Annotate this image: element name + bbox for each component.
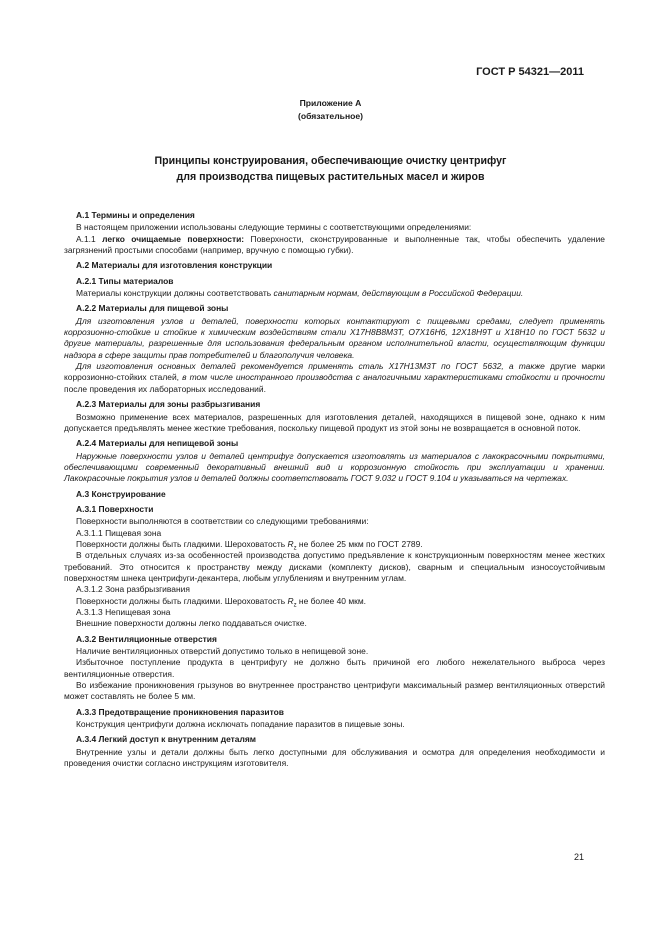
- text-run: А.2 Материалы для изготовления конструкции: [76, 260, 273, 271]
- paragraph: [64, 646, 605, 657]
- text-run: А.3.4 Легкий доступ к внутренним деталям: [76, 734, 257, 745]
- section-heading: [64, 276, 605, 287]
- section-heading: [64, 399, 605, 410]
- paragraph: [64, 596, 605, 607]
- section-heading: [64, 504, 605, 515]
- document-body: [64, 206, 605, 769]
- paragraph: [64, 584, 605, 595]
- paragraph: [64, 539, 605, 550]
- text-run: А.1.1: [76, 233, 103, 244]
- paragraph: [64, 316, 605, 361]
- text-run: А.3.3 Предотвращение проникновения паразитов: [76, 706, 284, 717]
- text-run: Материалы конструкции должны соответствовать: [76, 288, 274, 299]
- text-run: А.1 Термины и определения: [76, 210, 195, 220]
- text-run: после проведения их лабораторных исследований.: [64, 383, 266, 394]
- text-run: z: [293, 545, 297, 552]
- paragraph: [64, 607, 605, 618]
- section-heading: [64, 734, 605, 745]
- paragraph: [64, 288, 605, 299]
- text-run: Для изготовления основных деталей рекомендуется применять сталь Х17Н13М3Т по ГОСТ 5632, а также: [76, 361, 551, 372]
- paragraph: [64, 451, 605, 485]
- text-run: А.3.1.2 Зона разбрызгивания: [76, 584, 190, 595]
- text-run: Поверхности, сконструированные и выполненные так, чтобы обеспечить удаление загрязнений простыми способами (например, вручную с помощью губки).: [64, 233, 605, 256]
- section-heading: [64, 634, 605, 645]
- section-heading: [64, 303, 605, 314]
- text-run: А.2.1 Типы материалов: [76, 275, 174, 286]
- text-run: Избыточное поступление продукта в центрифугу не должно быть причиной его любого нежелательного выброса через вентиляционные отверстия.: [64, 657, 605, 679]
- paragraph: [64, 412, 605, 435]
- text-run: легко очищаемые поверхности:: [102, 233, 245, 244]
- page-title: [0, 153, 661, 185]
- section-heading: [64, 260, 605, 271]
- appendix-label: Приложение А: [299, 98, 362, 108]
- text-run: Конструкция центрифуги должна исключать попадание паразитов в пищевые зоны.: [76, 719, 405, 730]
- text-run: А.3.2 Вентиляционные отверстия: [76, 633, 217, 644]
- text-run: в том числе иностранного производства с аналогичными характеристиками стойкости и прочности: [182, 372, 605, 383]
- section-heading: [64, 438, 605, 449]
- appendix-heading: [0, 97, 661, 123]
- text-run: Поверхности должны быть гладкими. Шероховатость: [76, 595, 288, 606]
- text-run: другие марки коррозионно-стойких сталей,: [64, 361, 605, 383]
- text-run: Наружные поверхности узлов и деталей центрифуг допускается изготовлять из материалов с лакокрасочными покрытиями, обеспечивающими современный декоративный внешний вид и коррозионную стойкость при эксплуатации и хранении. Лакокрасочные покрытия узлов и деталей должны соответствовать ГОСТ 9.032 и ГОСТ 9.104 и указываться на чертежах.: [64, 450, 605, 484]
- text-run: Возможно применение всех материалов, разрешенных для изготовления деталей, находящихся в пищевой зоне, однако к ним допускается предъявлять менее жесткие требования, поскольку пищевой продукт из этой зоны не возвращается в основной поток.: [64, 411, 605, 433]
- text-run: А.3.1 Поверхности: [76, 503, 154, 514]
- text-run: Для изготовления узлов и деталей, поверхности которых контактируют с пищевыми средами, следует применять коррозионно-стойкие и стойкие к химическим воздействиям стали Х17Н8В8М3Т, О7Х16Н6, 12Х18Н9Т и Х18Н10 по ГОСТ 5632 и другие материалы, разрешенные для использования федеральным органом исполнительной власти, осуществляющим функции надзора в сфере защиты прав потребителей и благополучия человека.: [64, 315, 605, 360]
- paragraph: [64, 719, 605, 730]
- text-run: А.2.3 Материалы для зоны разбрызгивания: [76, 399, 261, 410]
- title-line-1: Принципы конструирования, обеспечивающие очистку центрифуг: [154, 155, 507, 167]
- paragraph: [64, 680, 605, 703]
- text-run: не более 25 мкм по ГОСТ 2789.: [296, 538, 423, 549]
- paragraph: [64, 234, 605, 257]
- text-run: А.2.4 Материалы для непищевой зоны: [76, 438, 239, 449]
- text-run: z: [293, 602, 297, 609]
- text-run: R: [287, 595, 294, 606]
- text-run: В настоящем приложении использованы следующие термины с соответствующими определениями:: [76, 222, 472, 233]
- appendix-status: (обязательное): [297, 111, 364, 121]
- text-run: не более 40 мкм.: [296, 595, 366, 606]
- paragraph: [64, 516, 605, 527]
- text-run: А.3.1.3 Непищевая зона: [76, 607, 171, 617]
- text-run: Внешние поверхности должны легко поддаваться очистке.: [76, 618, 307, 629]
- paragraph: [64, 618, 605, 629]
- text-run: Наличие вентиляционных отверстий допустимо только в непищевой зоне.: [76, 646, 369, 657]
- text-run: R: [287, 538, 294, 549]
- title-line-2: для производства пищевых растительных масел и жиров: [176, 171, 485, 183]
- page-number: 21: [573, 852, 584, 862]
- section-heading: [64, 489, 605, 500]
- text-run: санитарным нормам, действующим в Российской Федерации.: [273, 288, 524, 299]
- paragraph: [64, 657, 605, 680]
- text-run: А.2.2 Материалы для пищевой зоны: [76, 303, 229, 314]
- text-run: В отдельных случаях из-за особенностей производства допустимо предъявление к конструкционным поверхностям менее жестких требований. Это относится к пространству между дисками (комплекту дисков), сварным и специальным износоустойчивым поверхностям шнека центрифуги-декантера, любым углублениям и внутренним углам.: [64, 550, 605, 583]
- paragraph: [64, 222, 605, 233]
- paragraph: [64, 361, 605, 395]
- paragraph: [64, 550, 605, 584]
- text-run: Внутренние узлы и детали должны быть легко доступными для обслуживания и осмотра для определения необходимости и проведения очистки согласно инструкциям изготовителя.: [64, 746, 605, 769]
- standard-number: ГОСТ Р 54321—2011: [476, 66, 584, 78]
- text-run: А.3.1.1 Пищевая зона: [76, 527, 162, 538]
- section-heading: [64, 707, 605, 718]
- text-run: Поверхности должны быть гладкими. Шероховатость: [76, 538, 288, 549]
- paragraph: [64, 747, 605, 770]
- text-run: Поверхности выполняются в соответствии со следующими требованиями:: [76, 516, 369, 527]
- paragraph: [64, 528, 605, 539]
- text-run: Во избежание проникновения грызунов во внутреннее пространство центрифуги максимальный размер вентиляционных отверстий может составлять не более 5 мм.: [64, 680, 605, 702]
- section-heading: [64, 210, 605, 221]
- text-run: А.3 Конструирование: [76, 488, 166, 499]
